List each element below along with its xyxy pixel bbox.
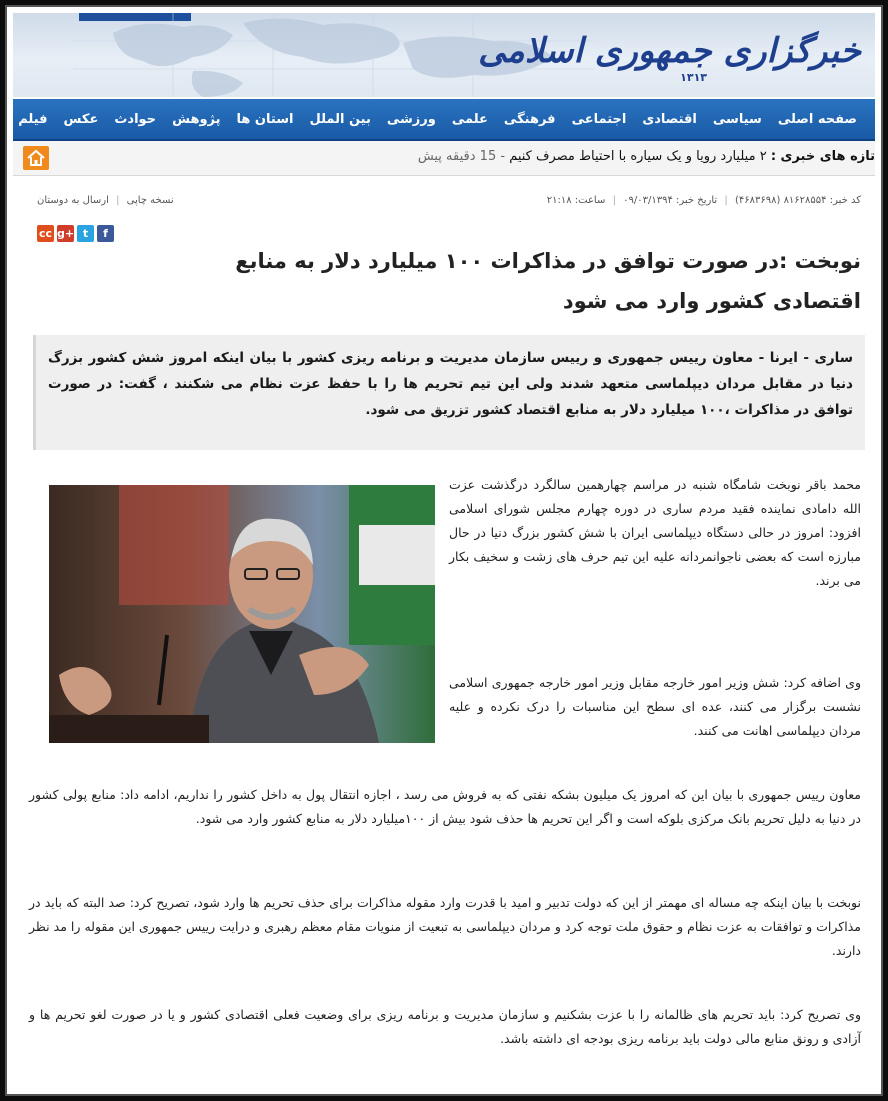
news-code-label: کد خبر: [829,195,861,206]
print-link[interactable]: نسخه چاپی [126,195,174,206]
ticker-content [418,149,875,164]
speaker-photo [49,485,435,743]
news-code: ۸۱۶۲۸۵۵۴ (۴۶۸۳۶۹۸) [734,195,827,206]
site-header [13,13,875,97]
twitter-icon[interactable]: t [77,225,94,242]
nav-item-science[interactable]: علمی [451,111,488,127]
article-meta-info [547,195,861,206]
meta-separator: | [612,195,616,206]
article-paragraph: محمد باقر نوبخت شامگاه شنبه در مراسم چهارهمین سالگرد درگذشت عزت الله دامادی نماینده فقید مردم ساری در دوره چهارم مجلس شورای اسلامی افزود: امروز در حالی دستگاه دیپلماسی ایران با شش کشور بزرگ دنیا در حال مبارزه است که بعضی ناجوانمردانه علیه این تیم حرف های زشت و سخیف بکار می برند. [449,477,861,588]
article-headline: نوبخت :در صورت توافق در مذاکرات ۱۰۰ میلیارد دلار به منابع اقتصادی کشور وارد می شود [235,249,861,313]
page [13,13,875,1088]
nav-item-incidents[interactable]: حوادث [114,111,157,127]
site-logo-title[interactable]: خبرگزاری جمهوری اسلامی [478,31,861,71]
social-share [37,225,114,242]
nav-item-research[interactable]: پژوهش [172,111,221,127]
article-paragraph: نوبخت با بیان اینکه چه مساله ای مهمتر از این که دولت تدبیر و امید با قدرت وارد مقوله مذاکرات برای حذف تحریم ها وارد شود، تصریح کرد: صد البته که باید در مذاکرات و توافقات به عزت نظام و حقوق ملت توجه کرد و مردان دیپلماسی به تبعیت از منویات مقام معظم رهبری و درایت رییس جمهوری این مقوله را مد نظر دارند. [29,895,861,958]
nav-item-culture[interactable]: فرهنگی [503,111,556,127]
article-lead: ساری - ایرنا - معاون رییس جمهوری و رییس سازمان مدیریت و برنامه ریزی کشور با بیان اینکه امروز شش کشور بزرگ دنیا در مقابل مردان دیپلماسی متعهد شدند ولی این تیم تحریم ها را با حفظ عزت نظام می شکنند ، گفت: در صورت توافق در مذاکرات ،۱۰۰ میلیارد دلار به منابع اقتصاد کشور تزریق می شود. [33,335,865,450]
time-label: ساعت: [574,195,606,206]
article-meta [23,195,875,213]
ticker-label: تازه های خبری : [770,149,875,164]
ticker-headline[interactable]: ۲ میلیارد رویا و یک سیاره با احتیاط مصرف کنیم [509,149,767,164]
nav-item-photo[interactable]: عکس [63,111,99,127]
nav-item-sports[interactable]: ورزشی [386,111,436,127]
news-ticker [13,141,875,176]
home-button[interactable] [23,146,49,170]
site-logo-year: ۱۳۱۳ [680,71,707,84]
nav-item-economy[interactable]: اقتصادی [642,111,697,127]
news-time: ۲۱:۱۸ [546,195,572,206]
nav-item-politics[interactable]: سیاسی [712,111,762,127]
ticker-time: - 15 دقیقه پیش [417,149,506,164]
meta-separator: | [116,195,120,206]
google-plus-icon[interactable]: g+ [57,227,75,240]
nav-item-video[interactable]: فیلم [18,111,48,127]
nav-item-international[interactable]: بین الملل [309,111,371,127]
article-paragraph: وی اضافه کرد: شش وزیر امور خارجه مقابل وزیر امور خارجه جمهوری اسلامی نشست برگزار می کنند، عده ای سطح این مناسبات را درک نکرده و علیه مردان دیپلماسی اهانت می کنند. [449,675,861,738]
article-paragraph: وی تصریح کرد: باید تحریم های ظالمانه را با عزت بشکنیم و سازمان مدیریت و برنامه ریزی برای وضعیت فعلی اقتصادی کشور و یا در صورت لغو تحریم ها و آزادی و رونق منابع مالی دولت باید برنامه ریزی بودجه ای داشته باشد. [29,1007,861,1046]
meta-separator: | [724,195,728,206]
article-paragraph: معاون رییس جمهوری با بیان این که امروز یک میلیون بشکه نفتی که به فروش می رسد ، اجازه انتقال پول به داخل کشور را نداریم، ادامه داد: منابع پولی کشور در دنیا به دلیل تحریم بانک مرکزی بلوکه است و اگر این تحریم ها حذف شود بیش از ۱۰۰میلیارد دلار به منابع کشور وارد می شود. [29,787,861,826]
nav-list [13,99,875,139]
date-label: تاریخ خبر: [676,195,718,206]
news-date: ۰۹/۰۳/۱۳۹۴ [623,195,673,206]
facebook-icon[interactable]: f [97,225,114,242]
send-to-friends-link[interactable]: ارسال به دوستان [37,195,109,206]
article-photo [49,485,435,743]
nav-item-provinces[interactable]: استان ها [236,111,294,127]
home-icon [23,146,49,170]
main-nav [13,99,875,141]
article [23,185,875,1088]
nav-item-home[interactable]: صفحه اصلی [777,111,857,127]
article-actions [37,195,174,206]
cloob-icon[interactable]: cc [38,227,53,240]
nav-item-social[interactable]: اجتماعی [571,111,627,127]
